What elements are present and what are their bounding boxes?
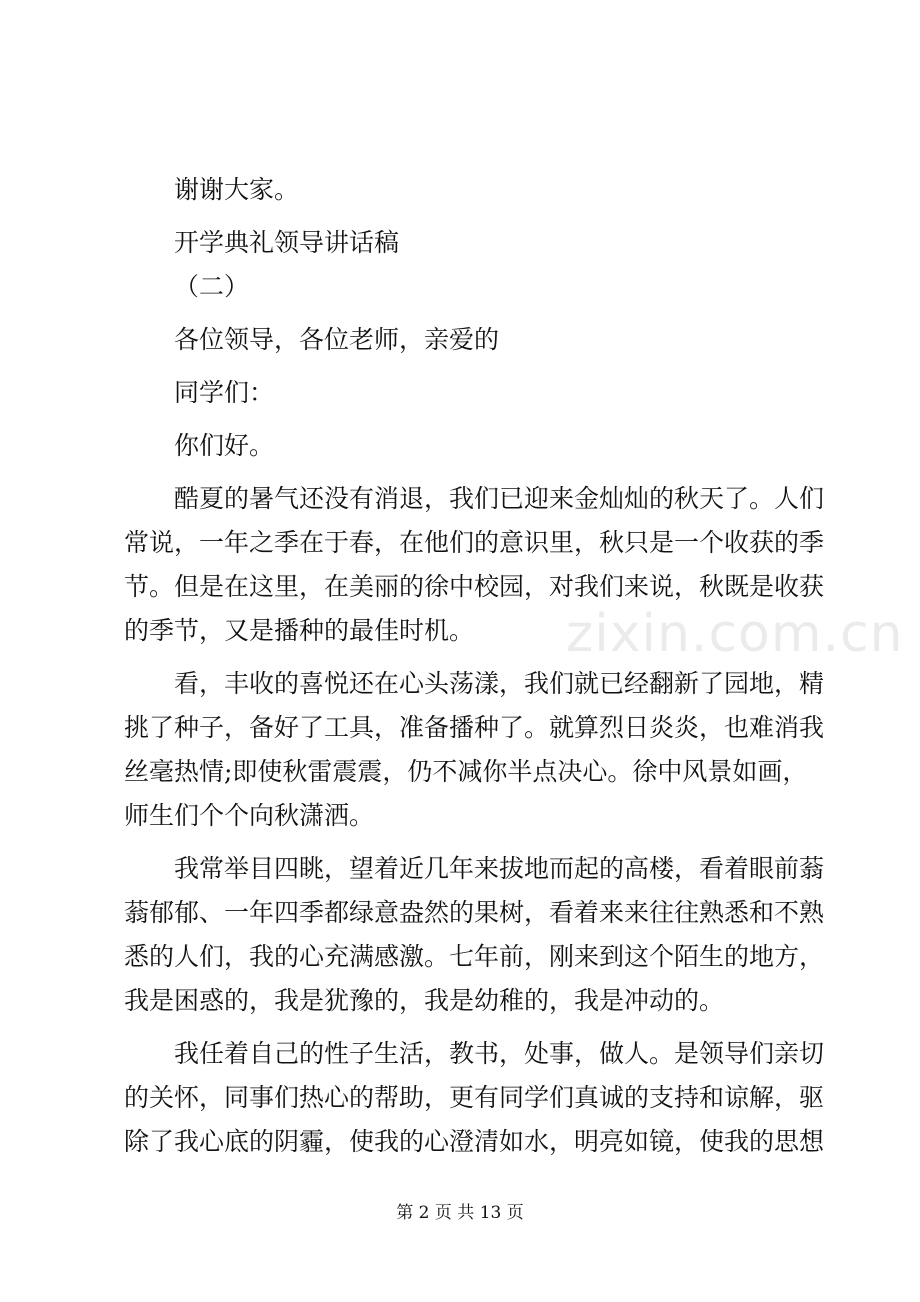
paragraph-line: 的关怀，同事们热心的帮助，更有同学们真诚的支持和谅解，驱: [124, 1083, 825, 1112]
paragraph-line: 除了我心底的阴霾，使我的心澄清如水，明亮如镜，使我的思想: [124, 1127, 825, 1156]
greeting: 你们好。: [174, 431, 275, 460]
paragraph-line: 我常举目四眺，望着近几年来拔地而起的高楼，看着眼前蓊: [174, 854, 825, 883]
paragraph-line: 挑了种子，备好了工具，准备播种了。就算烈日炎炎，也难消我: [124, 713, 825, 742]
paragraph-line: 的季节，又是播种的最佳时机。: [124, 616, 475, 645]
section-number: （二）: [174, 272, 250, 301]
text-line: 谢谢大家。: [174, 175, 300, 204]
paragraph-line: 师生们个个向秋潇洒。: [124, 801, 375, 830]
paragraph-line: 蓊郁郁、一年四季都绿意盎然的果树，看着来来往往熟悉和不熟: [124, 898, 825, 927]
paragraph-line: 我是困惑的，我是犹豫的，我是幼稚的，我是冲动的。: [124, 986, 725, 1015]
paragraph-line: 悉的人们，我的心充满感激。七年前，刚来到这个陌生的地方，: [124, 942, 825, 971]
paragraph-line: 丝毫热情;即使秋雷震震，仍不减你半点决心。徐中风景如画，: [124, 757, 808, 786]
paragraph-line: 节。但是在这里，在美丽的徐中校园，对我们来说，秋既是收获: [124, 572, 825, 601]
paragraph-line: 酷夏的暑气还没有消退，我们已迎来金灿灿的秋天了。人们: [174, 484, 825, 513]
section-title: 开学典礼领导讲话稿: [174, 228, 400, 257]
paragraph-line: 我任着自己的性子生活，教书，处事，做人。是领导们亲切: [174, 1039, 825, 1068]
watermark: zixin.com.cn: [566, 604, 904, 664]
paragraph-line: 常说，一年之季在于春，在他们的意识里，秋只是一个收获的季: [124, 528, 825, 557]
paragraph-line: 看，丰收的喜悦还在心头荡漾，我们就已经翻新了园地，精: [174, 669, 825, 698]
salutation: 同学们：: [174, 378, 275, 407]
salutation: 各位领导，各位老师，亲爱的: [174, 325, 500, 354]
document-body: [124, 168, 825, 1164]
page-number-footer: 第 2 页 共 13 页: [396, 1203, 524, 1223]
